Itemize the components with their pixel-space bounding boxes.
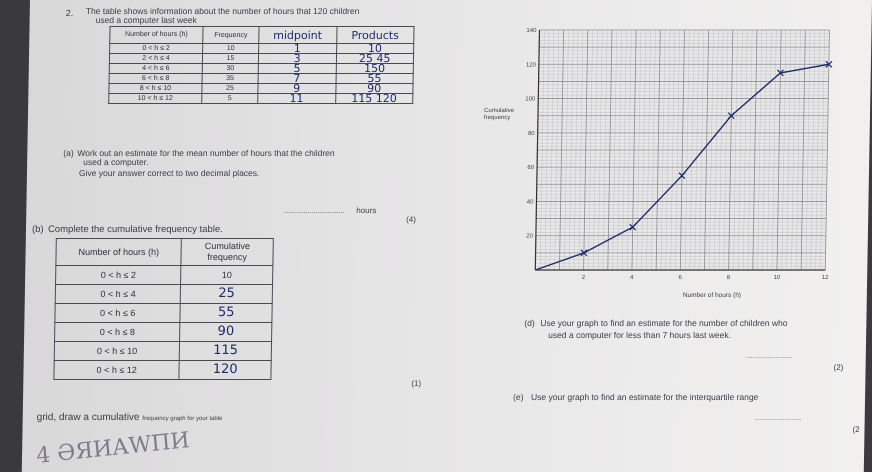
part-e-label: (e): [512, 392, 524, 402]
cf-header-cumulative: Cumulative frequency: [181, 239, 273, 266]
cf-table-header: [56, 239, 273, 266]
header-products: Products: [336, 27, 414, 44]
graph-x-tick-labels: [582, 275, 829, 281]
header-hours: Number of hours (h): [110, 27, 203, 44]
row-midpoint: 3: [258, 54, 336, 64]
part-c-text-small: frequency graph for your table: [142, 416, 223, 422]
row-product: 55: [336, 74, 414, 84]
row-frequency: 25: [202, 84, 258, 94]
question-number: 2.: [65, 8, 74, 18]
x-tick-label: 4: [630, 275, 634, 281]
handwriting-scribble: 4 ӘЯИАWПИ: [35, 428, 191, 469]
cf-row-range: 0 < h ≤ 6: [55, 304, 181, 323]
part-a-text2: used a computer.: [83, 157, 149, 167]
y-tick-label: 100: [525, 96, 536, 103]
part-d-marks: (2): [833, 363, 844, 372]
part-d-answer-line[interactable]: ............................: [745, 354, 793, 360]
cf-row-value[interactable]: 120: [179, 361, 271, 380]
x-tick-label: 2: [581, 275, 586, 281]
row-midpoint: 5: [258, 64, 336, 74]
part-a-answer-line[interactable]: ...............................: [284, 208, 345, 215]
row-midpoint: 11: [258, 94, 336, 104]
graph-ylabel: [484, 108, 514, 122]
part-e-marks: (2: [852, 425, 860, 434]
part-a-text3: Give your answer correct to two decimal places.: [78, 168, 260, 178]
y-tick-label: 60: [527, 165, 535, 172]
cf-row-range: 0 < h ≤ 12: [54, 361, 180, 380]
part-d-text2: used a computer for less than 7 hours last week.: [548, 330, 732, 340]
row-frequency: 5: [202, 94, 258, 104]
cf-header-hours: Number of hours (h): [56, 239, 182, 266]
row-frequency: 30: [202, 64, 258, 74]
row-range: 4 < h ≤ 6: [109, 64, 202, 74]
cf-row-value[interactable]: 55: [180, 304, 272, 323]
part-a-unit: hours: [356, 206, 377, 215]
cumulative-frequency-table: [53, 238, 273, 380]
y-tick-label: 20: [526, 233, 533, 240]
table-row: [55, 285, 272, 304]
cumulative-frequency-graph: [495, 20, 840, 298]
part-e-answer-line[interactable]: ............................: [754, 416, 802, 422]
row-product: 25 45: [336, 54, 414, 64]
header-frequency: Frequency: [203, 27, 259, 44]
x-tick-label: 10: [773, 275, 781, 281]
part-a-label: (a): [63, 148, 74, 158]
part-b-text: Complete the cumulative frequency table.: [47, 224, 223, 235]
question-intro-line1: The table shows information about the number of hours that 120 children: [85, 6, 360, 16]
row-product: 10: [336, 44, 414, 54]
cf-row-value[interactable]: 115: [180, 342, 272, 361]
row-frequency: 15: [202, 54, 258, 64]
x-tick-label: 6: [678, 275, 682, 281]
cf-row-value[interactable]: 90: [180, 323, 272, 342]
y-tick-label: 80: [527, 130, 535, 137]
cf-row-range: 0 < h ≤ 4: [55, 285, 181, 304]
part-b-marks: (1): [411, 379, 422, 388]
x-tick-label: 8: [726, 275, 731, 281]
part-a-text1: Work out an estimate for the mean number of hours that the children: [77, 148, 335, 158]
part-b-label: (b): [31, 224, 44, 235]
frequency-table-header: [110, 27, 414, 44]
part-c-text: [37, 412, 223, 425]
row-product: 150: [336, 64, 414, 74]
table-row: [56, 266, 273, 285]
worksheet-page: [22, 0, 872, 472]
table-row: [109, 94, 413, 104]
question-intro-line2: used a computer last week: [95, 15, 197, 25]
cf-row-range: 0 < h ≤ 8: [55, 323, 181, 342]
row-range: 2 < h ≤ 4: [109, 54, 202, 64]
row-range: 0 < h ≤ 2: [110, 44, 203, 54]
part-a-marks: (4): [406, 215, 417, 224]
table-row: [55, 304, 272, 323]
cf-row-value[interactable]: 25: [181, 285, 273, 304]
table-row: [54, 361, 271, 380]
row-midpoint: 1: [259, 44, 337, 54]
row-product: 90: [335, 84, 413, 94]
row-range: 10 < h ≤ 12: [109, 94, 202, 104]
frequency-table: [108, 26, 414, 104]
x-tick-label: 12: [821, 275, 829, 281]
y-tick-label: 120: [525, 62, 536, 69]
graph-ylabel-line2: frequency: [483, 115, 511, 121]
cf-row-range: 0 < h ≤ 10: [54, 342, 180, 361]
part-c-text-prefix: grid, draw a cumulative: [36, 412, 140, 423]
part-d-text1: Use your graph to find an estimate for the number of children who: [540, 318, 788, 328]
table-row: [54, 342, 271, 361]
row-range: 6 < h ≤ 8: [109, 74, 202, 84]
table-row: [55, 323, 272, 342]
row-midpoint: 7: [258, 74, 336, 84]
row-product: 115 120: [335, 94, 413, 104]
y-tick-label: 40: [526, 199, 534, 206]
row-midpoint: 9: [258, 84, 336, 94]
cf-row-value[interactable]: 10: [181, 266, 273, 285]
part-e-text: Use your graph to find an estimate for the interquartile range: [530, 392, 759, 402]
header-midpoint: midpoint: [259, 27, 337, 44]
row-range: 8 < h ≤ 10: [109, 84, 202, 94]
graph-xlabel: Number of hours (h): [682, 292, 742, 299]
part-d-label: (d): [524, 318, 535, 328]
cf-row-range: 0 < h ≤ 2: [56, 266, 182, 285]
graph-ylabel-line1: Cumulative: [484, 108, 515, 114]
y-tick-label: 140: [526, 28, 537, 34]
row-frequency: 10: [203, 44, 259, 54]
graph-y-tick-labels: [523, 28, 537, 240]
row-frequency: 35: [202, 74, 258, 84]
